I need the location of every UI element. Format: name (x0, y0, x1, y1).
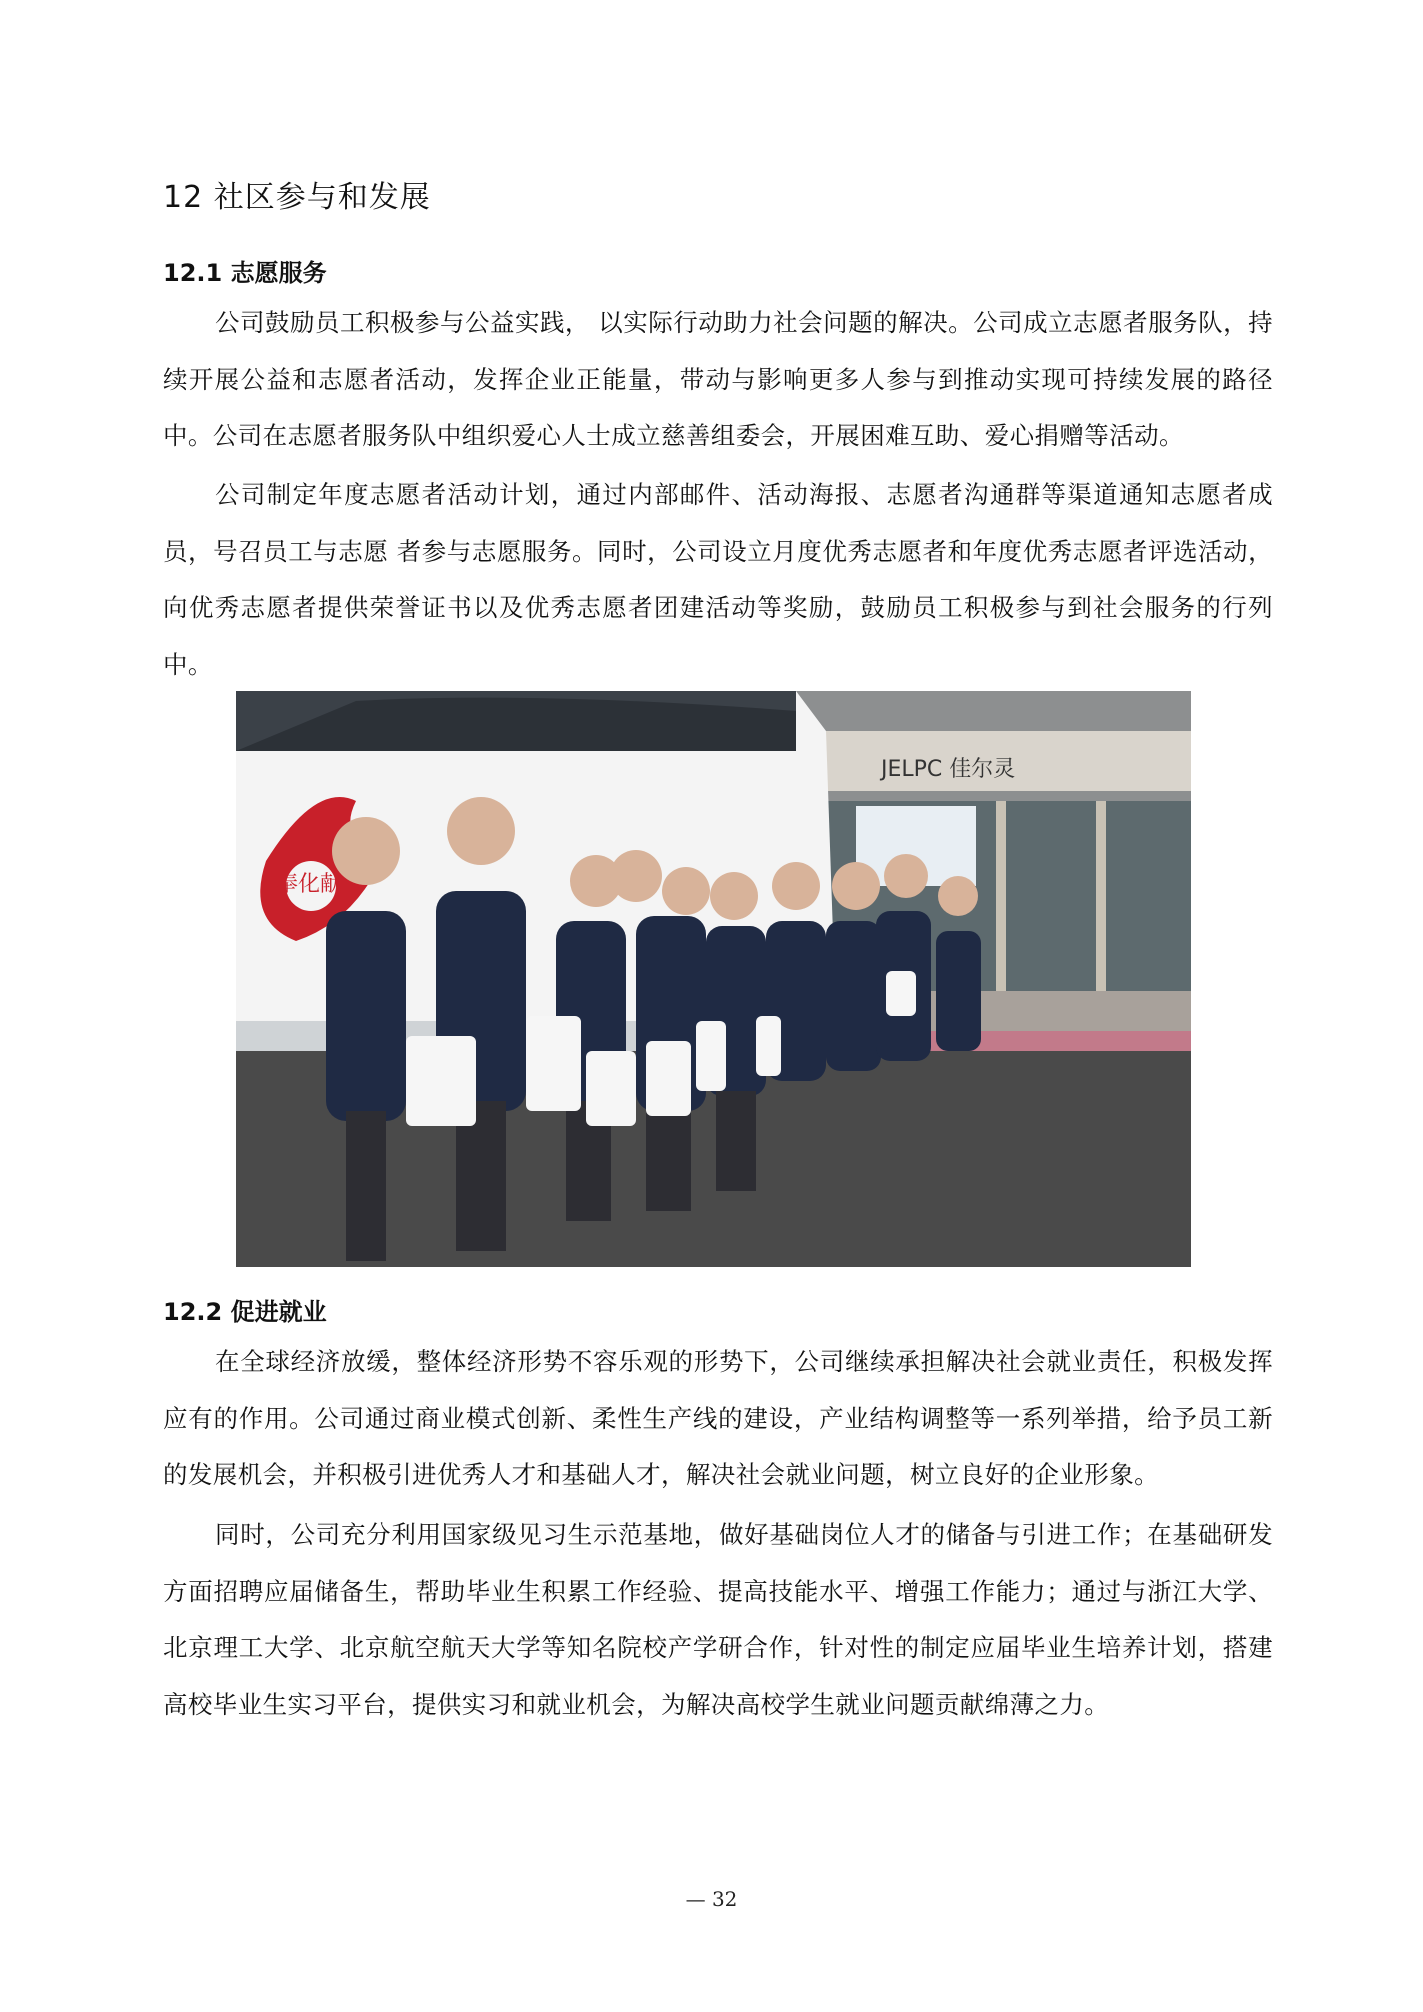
building-sign: JELPC 佳尔灵 (881, 757, 1016, 782)
page-number: — 32 (685, 1887, 738, 1911)
paragraph: 在全球经济放缓，整体经济形势不容乐观的形势下，公司继续承担解决社会就业责任，积极发挥应有的作用。公司通过商业模式创新、柔性生产线的建设，产业结构调整等一系列举措，给予员工新的发展机会，并积极引进优秀人才和基础人才，解决社会就业问题，树立良好的企业形象。 (163, 1347, 1273, 1489)
subsection-heading-volunteer: 12.1 志愿服务 (163, 259, 327, 287)
volunteer-group-photo (236, 691, 1191, 1267)
paragraph: 公司制定年度志愿者活动计划，通过内部邮件、活动海报、志愿者沟通群等渠道通知志愿者成员，号召员工与志愿 者参与志愿服务。同时，公司设立月度优秀志愿者和年度优秀志愿者评选活动，向优秀志愿者提供荣誉证书以及优秀志愿者团建活动等奖励，鼓励员工积极参与到社会服务的行列中。 (163, 480, 1273, 679)
paragraph: 公司鼓励员工积极参与公益实践， 以实际行动助力社会问题的解决。公司成立志愿者服务队，持续开展公益和志愿者活动，发挥企业正能量，带动与影响更多人参与到推动实现可持续发展的路径中。公司在志愿者服务队中组织爱心人士成立慈善组委会，开展困难互助、爱心捐赠等活动。 (163, 308, 1273, 450)
paragraph: 同时，公司充分利用国家级见习生示范基地，做好基础岗位人才的储备与引进工作；在基础研发方面招聘应届储备生，帮助毕业生积累工作经验、提高技能水平、增强工作能力；通过与浙江大学、北京理工大学、北京航空航天大学等知名院校产学研合作，针对性的制定应届毕业生培养计划，搭建高校毕业生实习平台，提供实习和就业机会，为解决高校学生就业问题贡献绵薄之力。 (163, 1520, 1273, 1719)
bus-lettering: 奉化献 (276, 872, 343, 897)
subsection-heading-employment: 12.2 促进就业 (163, 1298, 327, 1326)
section-title: 12 社区参与和发展 (163, 180, 431, 215)
